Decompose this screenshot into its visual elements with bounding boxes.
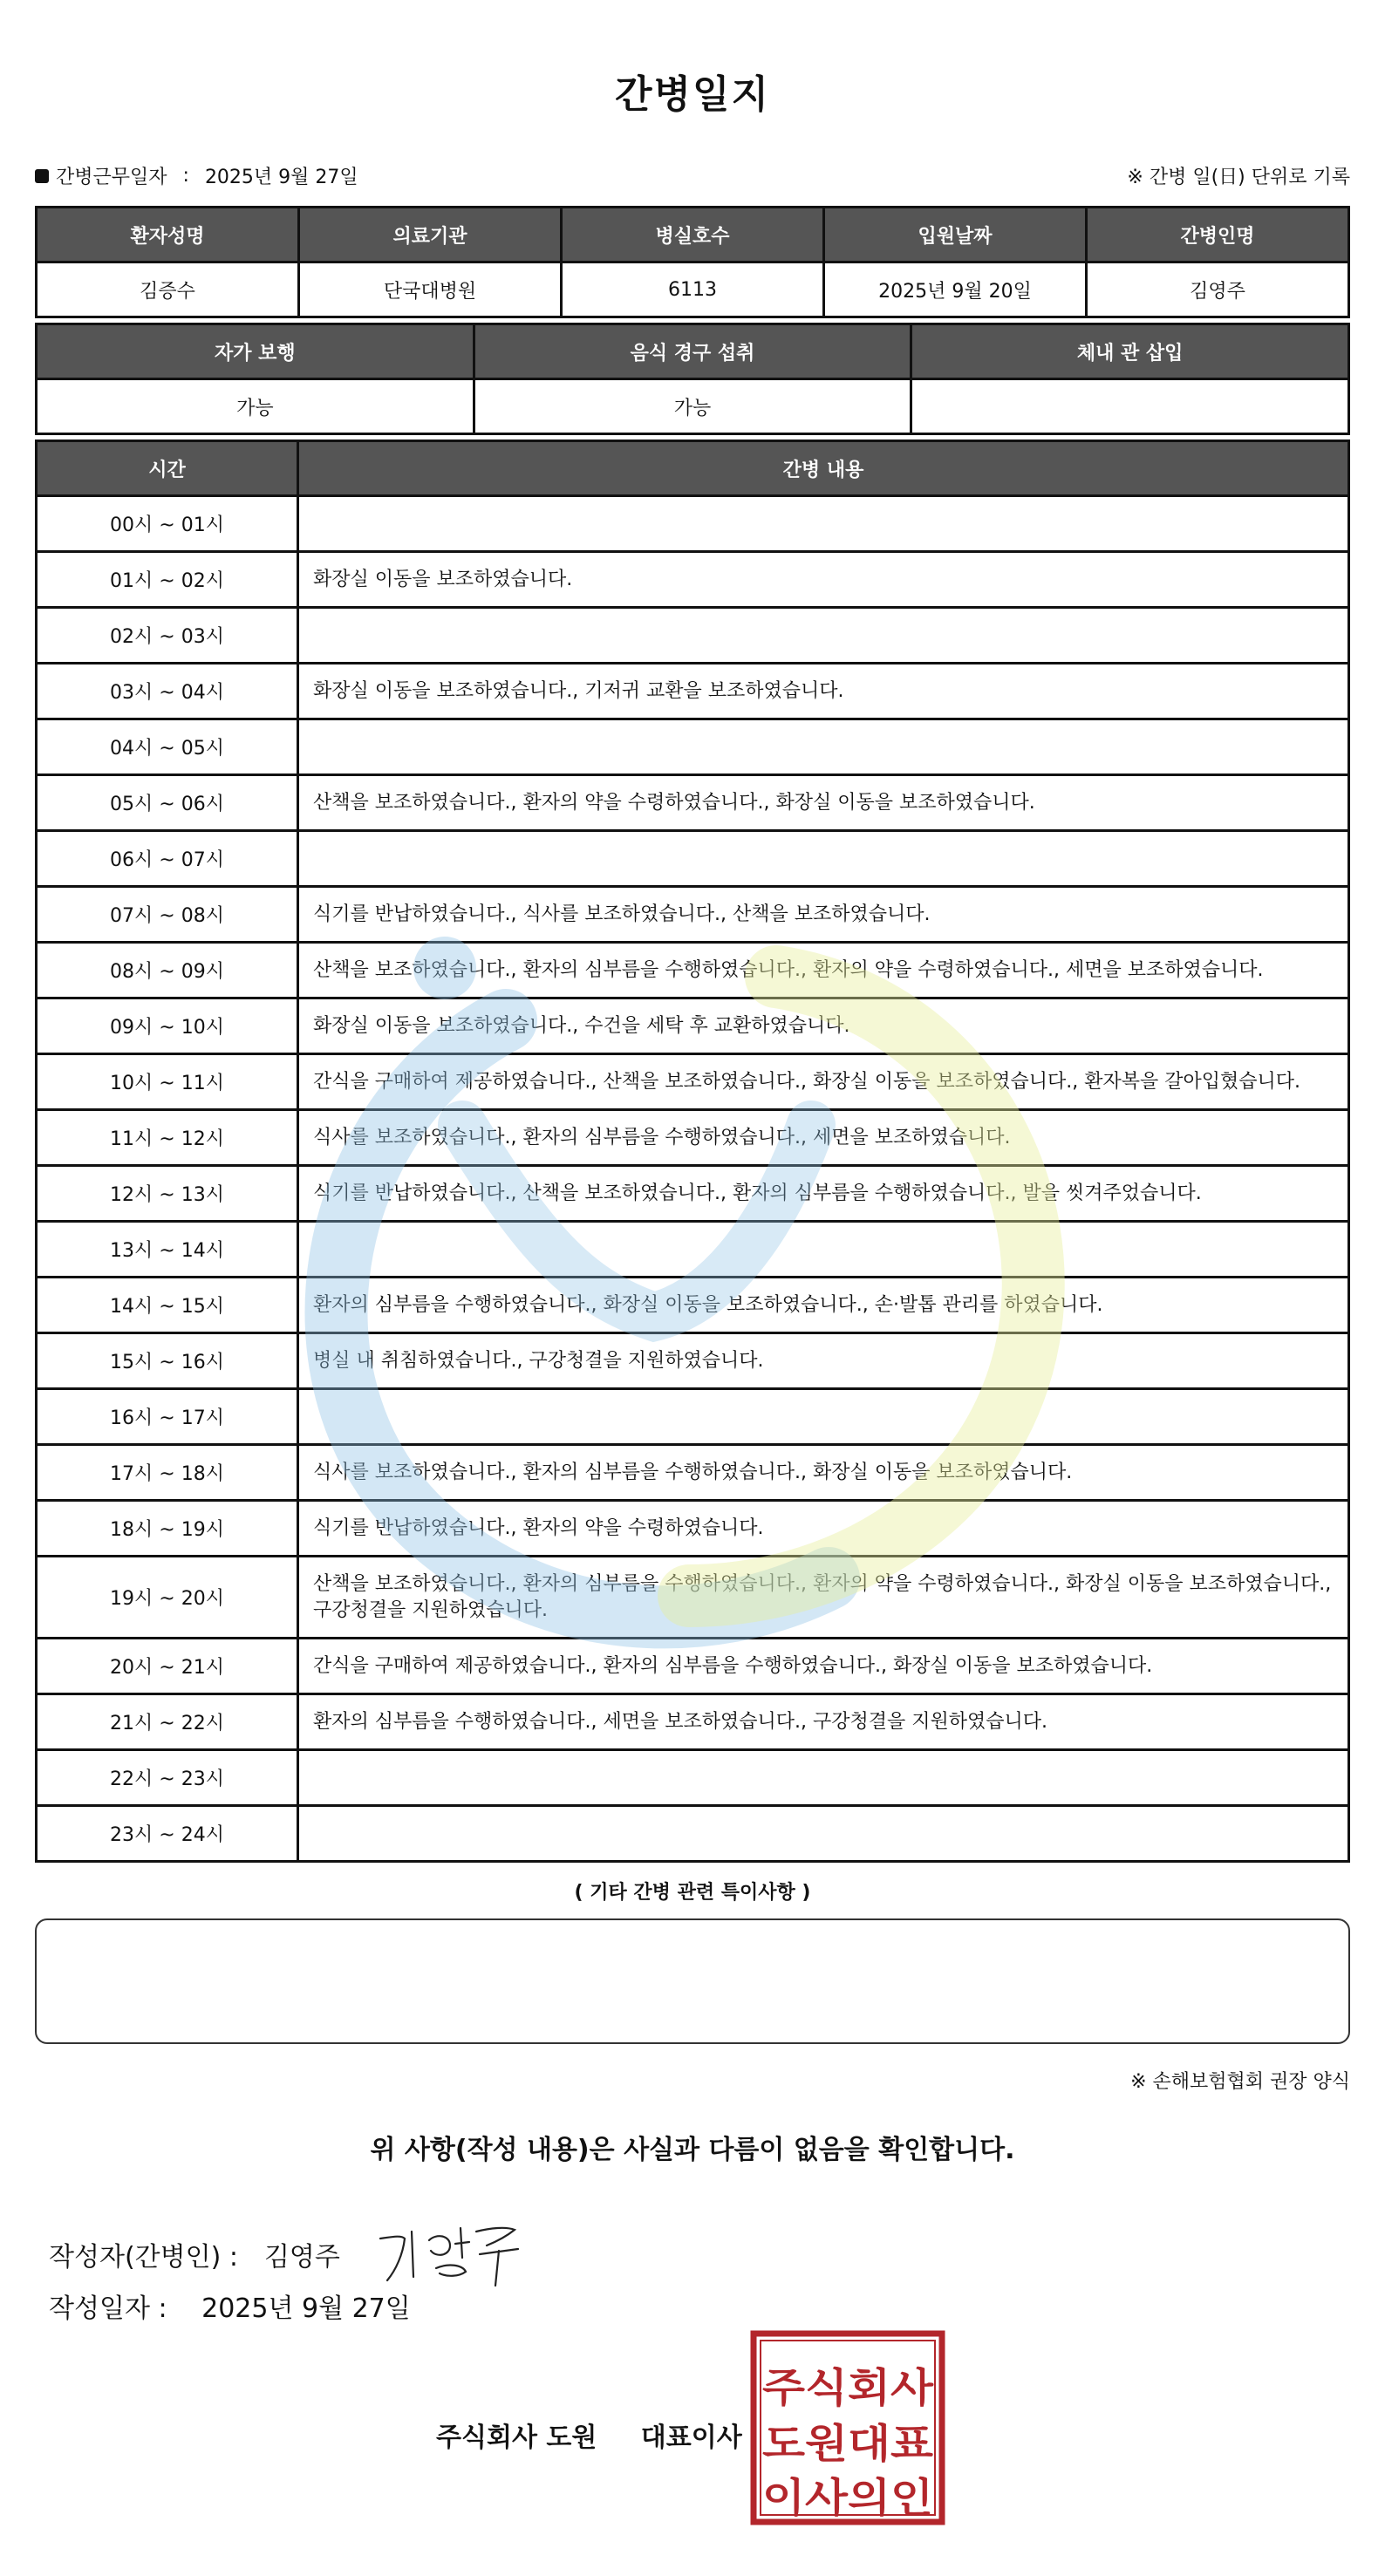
care-log-time: 22시 ~ 23시	[37, 1750, 298, 1806]
patient-info-value-row	[37, 262, 1349, 317]
care-log-row	[37, 1222, 1349, 1278]
patient-status-value-row	[37, 379, 1349, 434]
care-log-content	[298, 1750, 1349, 1806]
patient-info-header-row	[37, 208, 1349, 262]
header-caregiver-name: 간병인명	[1087, 208, 1349, 262]
care-log-row	[37, 496, 1349, 552]
signature-icon	[375, 2219, 523, 2289]
care-log-row	[37, 887, 1349, 943]
care-log-time: 12시 ~ 13시	[37, 1166, 298, 1222]
care-log-row	[37, 775, 1349, 831]
care-log-content: 식기를 반납하였습니다., 환자의 약을 수령하였습니다.	[298, 1501, 1349, 1557]
care-log-row	[37, 1557, 1349, 1639]
care-log-time: 19시 ~ 20시	[37, 1557, 298, 1639]
care-log-row	[37, 1445, 1349, 1501]
care-log-content: 병실 내 취침하였습니다., 구강청결을 지원하였습니다.	[298, 1333, 1349, 1389]
care-log-content: 환자의 심부름을 수행하였습니다., 화장실 이동을 보조하였습니다., 손·발톱 관리를 하였습니다.	[298, 1278, 1349, 1333]
header-self-walking: 자가 보행	[37, 324, 474, 379]
care-log-time: 05시 ~ 06시	[37, 775, 298, 831]
care-log-content	[298, 1222, 1349, 1278]
care-log-time: 04시 ~ 05시	[37, 719, 298, 775]
written-date-value: 2025년 9월 27일	[201, 2293, 411, 2324]
care-log-row	[37, 1166, 1349, 1222]
care-log-time: 02시 ~ 03시	[37, 608, 298, 664]
care-log-time: 20시 ~ 21시	[37, 1639, 298, 1694]
header-room-number: 병실호수	[562, 208, 824, 262]
care-log-time: 23시 ~ 24시	[37, 1806, 298, 1862]
care-log-time: 10시 ~ 11시	[37, 1054, 298, 1110]
patient-status-table	[35, 323, 1350, 435]
work-date	[35, 162, 358, 189]
header-oral-intake: 음식 경구 섭취	[474, 324, 911, 379]
care-log-content	[298, 719, 1349, 775]
work-date-value: 2025년 9월 27일	[204, 167, 358, 188]
care-log-time: 16시 ~ 17시	[37, 1389, 298, 1445]
care-log-time: 13시 ~ 14시	[37, 1222, 298, 1278]
caregiver-name: 김영주	[1087, 262, 1349, 317]
company-seal-icon	[750, 2330, 945, 2525]
care-log-content: 환자의 심부름을 수행하였습니다., 세면을 보조하였습니다., 구강청결을 지원하였습니다.	[298, 1694, 1349, 1750]
seal-line-2: 도원대표	[762, 2420, 934, 2467]
care-log-time: 07시 ~ 08시	[37, 887, 298, 943]
care-log-row	[37, 1694, 1349, 1750]
care-log-content: 식사를 보조하였습니다., 환자의 심부름을 수행하였습니다., 세면을 보조하였습니다.	[298, 1110, 1349, 1166]
company-row	[436, 2416, 742, 2454]
patient-status-header-row	[37, 324, 1349, 379]
care-log-row	[37, 1501, 1349, 1557]
header-time: 시간	[37, 441, 298, 496]
care-log-time: 09시 ~ 10시	[37, 998, 298, 1054]
remarks-box[interactable]	[35, 1918, 1350, 2044]
hospital-name: 단국대병원	[299, 262, 562, 317]
care-log-content: 화장실 이동을 보조하였습니다., 기저귀 교환을 보조하였습니다.	[298, 664, 1349, 719]
header-hospital: 의료기관	[299, 208, 562, 262]
care-log-content: 산책을 보조하였습니다., 환자의 약을 수령하였습니다., 화장실 이동을 보조하였습니다.	[298, 775, 1349, 831]
care-log-row	[37, 552, 1349, 608]
care-log-content: 산책을 보조하였습니다., 환자의 심부름을 수행하였습니다., 환자의 약을 수령하였습니다., 화장실 이동을 보조하였습니다., 구강청결을 지원하였습니다.	[298, 1557, 1349, 1639]
admission-date: 2025년 9월 20일	[824, 262, 1087, 317]
care-log-row	[37, 1054, 1349, 1110]
care-log-content: 화장실 이동을 보조하였습니다.	[298, 552, 1349, 608]
writer-row	[49, 2219, 523, 2289]
care-log-row	[37, 1278, 1349, 1333]
care-log-time: 08시 ~ 09시	[37, 943, 298, 998]
care-log-time: 14시 ~ 15시	[37, 1278, 298, 1333]
care-log-content: 식기를 반납하였습니다., 산책을 보조하였습니다., 환자의 심부름을 수행하였습니다., 발을 씻겨주었습니다.	[298, 1166, 1349, 1222]
care-log-time: 15시 ~ 16시	[37, 1333, 298, 1389]
care-log-time: 21시 ~ 22시	[37, 1694, 298, 1750]
record-unit-note: ※ 간병 일(日) 단위로 기록	[1127, 167, 1350, 188]
page-title: 간병일지	[614, 72, 770, 117]
square-bullet-icon	[35, 169, 49, 183]
company-title: 대표이사	[640, 2423, 742, 2453]
care-log-content: 간식을 구매하여 제공하였습니다., 환자의 심부름을 수행하였습니다., 화장실 이동을 보조하였습니다.	[298, 1639, 1349, 1694]
care-log-table	[35, 440, 1350, 1863]
care-log-row	[37, 943, 1349, 998]
header-admission-date: 입원날짜	[824, 208, 1087, 262]
care-log-row	[37, 1639, 1349, 1694]
company-name: 주식회사 도원	[436, 2423, 597, 2453]
care-log-time: 06시 ~ 07시	[37, 831, 298, 887]
form-source-note: ※ 손해보험협회 권장 양식	[1130, 2071, 1350, 2093]
patient-info-table	[35, 206, 1350, 318]
written-date-row	[49, 2286, 411, 2325]
care-log-content	[298, 1806, 1349, 1862]
header-patient-name: 환자성명	[37, 208, 299, 262]
writer-name: 김영주	[263, 2242, 340, 2273]
care-log-row	[37, 1750, 1349, 1806]
tube-insertion-value	[911, 379, 1349, 434]
care-log-content: 식기를 반납하였습니다., 식사를 보조하였습니다., 산책을 보조하였습니다.	[298, 887, 1349, 943]
care-log-content	[298, 496, 1349, 552]
care-log-row	[37, 664, 1349, 719]
care-log-row	[37, 1389, 1349, 1445]
care-log-row	[37, 1110, 1349, 1166]
care-log-content: 간식을 구매하여 제공하였습니다., 산책을 보조하였습니다., 화장실 이동을 보조하였습니다., 환자복을 갈아입혔습니다.	[298, 1054, 1349, 1110]
care-log-time: 17시 ~ 18시	[37, 1445, 298, 1501]
patient-name: 김증수	[37, 262, 299, 317]
care-log-row	[37, 719, 1349, 775]
meta-row	[35, 162, 1350, 190]
care-log-content	[298, 1389, 1349, 1445]
care-log-row	[37, 998, 1349, 1054]
room-number: 6113	[562, 262, 824, 317]
care-log-time: 01시 ~ 02시	[37, 552, 298, 608]
header-care-content: 간병 내용	[298, 441, 1349, 496]
care-log-time: 00시 ~ 01시	[37, 496, 298, 552]
care-log-header-row	[37, 441, 1349, 496]
written-date-label: 작성일자 :	[49, 2293, 167, 2324]
work-date-label: 간병근무일자	[56, 167, 167, 188]
care-log-time: 11시 ~ 12시	[37, 1110, 298, 1166]
care-log-content: 산책을 보조하였습니다., 환자의 심부름을 수행하였습니다., 환자의 약을 수령하였습니다., 세면을 보조하였습니다.	[298, 943, 1349, 998]
work-date-separator: :	[182, 165, 189, 187]
care-log-content	[298, 608, 1349, 664]
care-log-row	[37, 1333, 1349, 1389]
care-log-time: 03시 ~ 04시	[37, 664, 298, 719]
writer-label: 작성자(간병인) :	[49, 2242, 238, 2273]
care-log-body	[37, 496, 1349, 1862]
header-tube-insertion: 체내 관 삽입	[911, 324, 1349, 379]
care-log-content: 화장실 이동을 보조하였습니다., 수건을 세탁 후 교환하였습니다.	[298, 998, 1349, 1054]
self-walking-value: 가능	[37, 379, 474, 434]
oral-intake-value: 가능	[474, 379, 911, 434]
confirmation-statement: 위 사항(작성 내용)은 사실과 다름이 없음을 확인합니다.	[370, 2135, 1015, 2165]
remarks-title: ( 기타 간병 관련 특이사항 )	[574, 1882, 811, 1904]
care-log-content: 식사를 보조하였습니다., 환자의 심부름을 수행하였습니다., 화장실 이동을 보조하였습니다.	[298, 1445, 1349, 1501]
seal-line-1: 주식회사	[762, 2364, 934, 2411]
care-log-time: 18시 ~ 19시	[37, 1501, 298, 1557]
care-log-content	[298, 831, 1349, 887]
care-log-row	[37, 608, 1349, 664]
care-log-row	[37, 831, 1349, 887]
care-log-row	[37, 1806, 1349, 1862]
seal-line-3: 이사의인	[762, 2474, 933, 2521]
